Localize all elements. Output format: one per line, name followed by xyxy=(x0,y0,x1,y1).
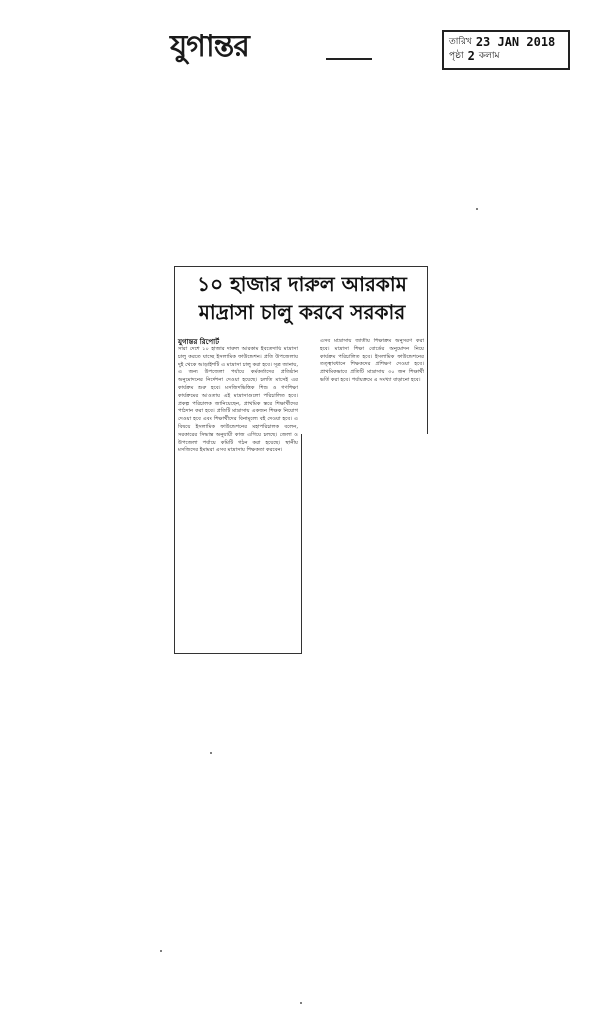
news-clipping xyxy=(174,266,428,654)
scan-speck xyxy=(476,208,478,210)
date-value: 23 JAN 2018 xyxy=(475,35,556,49)
headline-line-1: ১০ হাজার দারুল আরকাম xyxy=(197,272,407,296)
masthead-rule xyxy=(326,58,372,60)
masthead-title: যুগান্তর xyxy=(170,29,249,64)
date-label: তারিখ xyxy=(449,37,472,47)
scan-speck xyxy=(210,752,212,754)
scan-speck xyxy=(300,1002,302,1004)
article-body-right-column: এসব মাদ্রাসায় জাতীয় শিক্ষাক্রম অনুসরণ করা হবে। মাদ্রাসা শিক্ষা বোর্ডের অনুমোদন নিয়ে কার্যক্রম পরিচালিত হবে। ইসলামিক ফাউন্ডেশনের তত্ত্বাবধানে শিক্ষকদের প্রশিক্ষণ দেওয়া হবে। প্রাথমিকভাবে প্রতিটি মাদ্রাসায় ৩০ জন শিক্ষার্থী ভর্তি করা হবে। পর্যায়ক্রমে এ সংখ্যা বাড়ানো হবে। xyxy=(320,338,424,383)
date-stamp-box xyxy=(442,30,570,70)
date-row xyxy=(449,35,563,49)
page-row xyxy=(449,49,563,63)
page-value: 2 xyxy=(467,49,475,63)
headline-line-2: মাদ্রাসা চালু করবে সরকার xyxy=(198,300,406,324)
scan-speck xyxy=(160,950,162,952)
article-body-left-column: সারা দেশে ১০ হাজার দারুল আরকাম ইবতেদায়ি মাদ্রাসা চালু করতে যাচ্ছে ইসলামিক ফাউন্ডেশন। প্রতি উপজেলায় দুই থেকে আড়াইশটি এ মাদ্রাসা চালু করা হবে। সূত্র জানায়, এ জন্য উপজেলা পর্যায়ে কর্মকর্তাদের প্রতিষ্ঠান অনুমোদনের নির্দেশনা দেওয়া হয়েছে। চলতি মাসেই এর কার্যক্রম শুরু হবে। মসজিদভিত্তিক শিশু ও গণশিক্ষা কার্যক্রমের আওতায় এই মাদ্রাসাগুলো পরিচালিত হবে। প্রকল্প পরিচালক জানিয়েছেন, প্রাথমিক স্তরে শিক্ষার্থীদের পাঠদান করা হবে। প্রতিটি মাদ্রাসায় একজন শিক্ষক নিয়োগ দেওয়া হবে এবং শিক্ষার্থীদের বিনামূল্যে বই দেওয়া হবে। এ বিষয়ে ইসলামিক ফাউন্ডেশনের মহাপরিচালক বলেন, সরকারের সিদ্ধান্ত অনুযায়ী কাজ এগিয়ে চলছে। জেলা ও উপজেলা পর্যায়ে কমিটি গঠন করা হয়েছে। স্থানীয় মসজিদের ইমামরা এসব মাদ্রাসায় শিক্ষকতা করবেন। xyxy=(178,346,298,454)
column-label: কলাম xyxy=(478,51,500,61)
page-label: পৃষ্ঠা xyxy=(449,51,464,61)
headline xyxy=(180,270,424,326)
byline: যুগান্তর রিপোর্ট xyxy=(178,338,220,346)
